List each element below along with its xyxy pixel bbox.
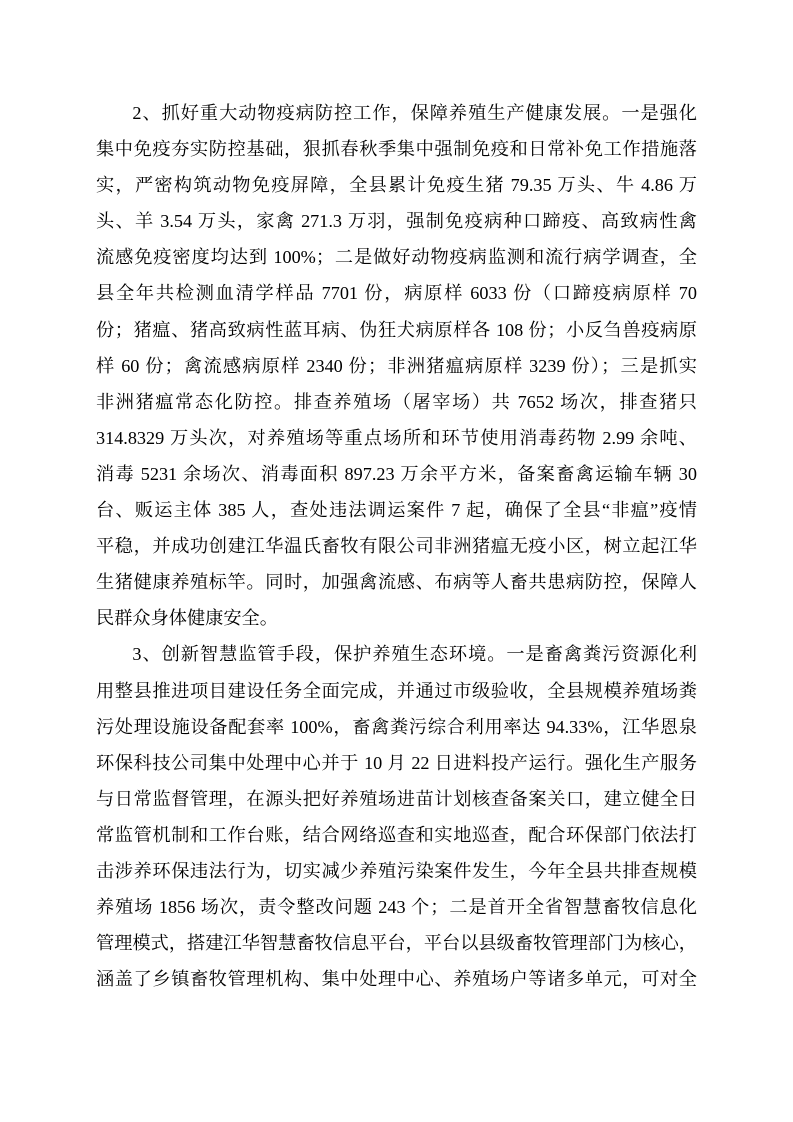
text-line: 击涉养环保违法行为，切实减少养殖污染案件发生，今年全县共排查规模 <box>96 860 697 881</box>
text-line: 314.8329 万头次，对养殖场等重点场所和环节使用消毒药物 2.99 余吨、 <box>96 427 697 448</box>
text-line: 集中免疫夯实防控基础，狠抓春秋季集中强制免疫和日常补免工作措施落 <box>96 139 697 160</box>
text-line: 环保科技公司集中处理中心并于 10 月 22 日进料投产运行。强化生产服务 <box>96 752 697 773</box>
text-line: 养殖场 1856 场次，责令整改问题 243 个；二是首开全省智慧畜牧信息化 <box>96 897 697 918</box>
text-line: 样 60 份；禽流感病原样 2340 份；非洲猪瘟病原样 3239 份）；三是抓实 <box>96 355 697 376</box>
text-line: 生猪健康养殖标竿。同时，加强禽流感、布病等人畜共患病防控，保障人 <box>96 572 697 593</box>
text-line: 用整县推进项目建设任务全面完成，并通过市级验收，全县规模养殖场粪 <box>96 680 697 701</box>
text-line: 台、贩运主体 385 人，查处违法调运案件 7 起，确保了全县“非瘟”疫情 <box>96 500 697 521</box>
text-line: 县全年共检测血清学样品 7701 份，病原样 6033 份（口蹄疫病原样 70 <box>96 283 697 304</box>
text-line: 管理模式，搭建江华智慧畜牧信息平台，平台以县级畜牧管理部门为核心， <box>96 933 697 954</box>
text-line: 流感免疫密度均达到 100%；二是做好动物疫病监测和流行病学调查，全 <box>96 247 697 268</box>
text-line: 3、创新智慧监管手段，保护养殖生态环境。一是畜禽粪污资源化利 <box>132 644 697 665</box>
text-line: 平稳，并成功创建江华温氏畜牧有限公司非洲猪瘟无疫小区，树立起江华 <box>96 536 697 557</box>
text-line: 头、羊 3.54 万头，家禽 271.3 万羽，强制免疫病种口蹄疫、高致病性禽 <box>96 211 697 232</box>
text-line: 份；猪瘟、猪高致病性蓝耳病、伪狂犬病原样各 108 份；小反刍兽疫病原 <box>96 319 697 340</box>
text-line: 污处理设施设备配套率 100%，畜禽粪污综合利用率达 94.33%，江华恩泉 <box>96 716 697 737</box>
paragraph-3 <box>96 636 697 997</box>
text-line: 实，严密构筑动物免疫屏障，全县累计免疫生猪 79.35 万头、牛 4.86 万 <box>96 175 697 196</box>
document-text-block <box>96 95 697 997</box>
text-line: 与日常监督管理，在源头把好养殖场进苗计划核查备案关口，建立健全日 <box>96 788 697 809</box>
text-line: 消毒 5231 余场次、消毒面积 897.23 万余平方米，备案畜禽运输车辆 30 <box>96 463 697 484</box>
text-line: 非洲猪瘟常态化防控。排查养殖场（屠宰场）共 7652 场次，排查猪只 <box>96 391 697 412</box>
text-line: 2、抓好重大动物疫病防控工作，保障养殖生产健康发展。一是强化 <box>132 103 697 123</box>
text-line: 常监管机制和工作台账，结合网络巡查和实地巡查，配合环保部门依法打 <box>96 824 697 845</box>
paragraph-2 <box>96 95 697 636</box>
text-line: 民群众身体健康安全。 <box>96 608 278 629</box>
text-line: 涵盖了乡镇畜牧管理机构、集中处理中心、养殖场户等诸多单元，可对全 <box>96 969 697 990</box>
